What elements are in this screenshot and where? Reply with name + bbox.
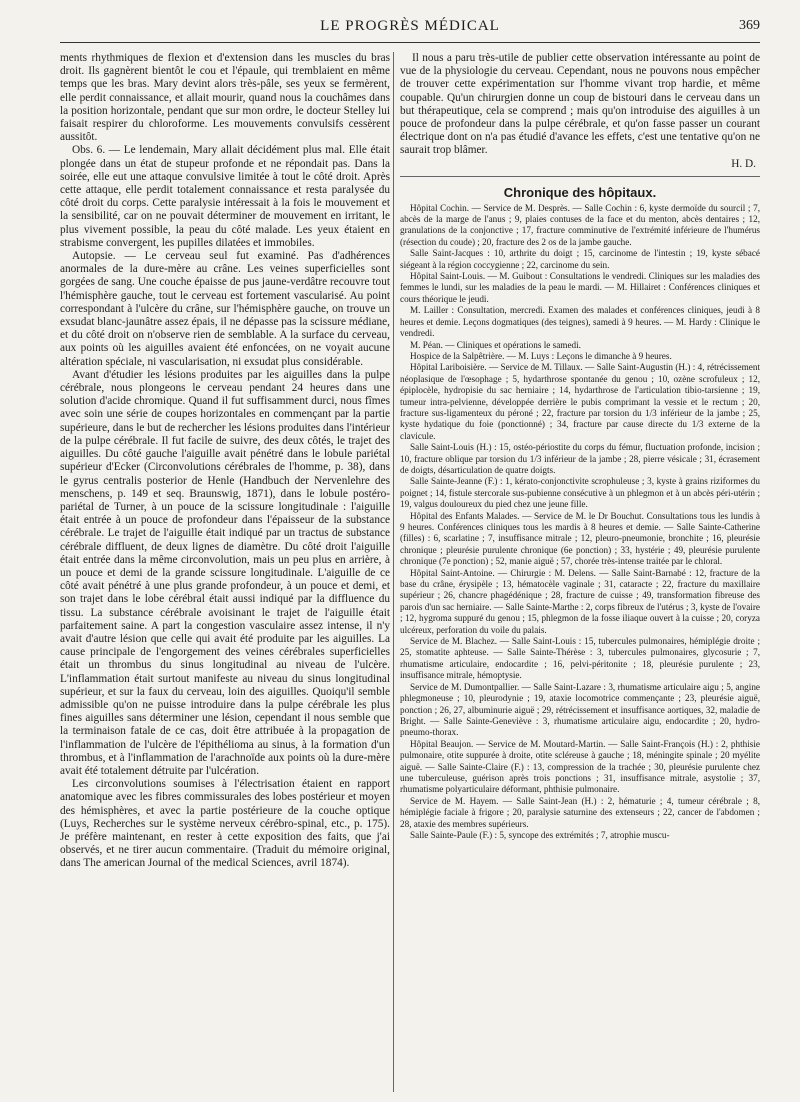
column-divider xyxy=(393,52,394,1092)
paragraph-lesions: Avant d'étudier les lésions produites par les aiguilles dans la pulpe cérébrale, nous plongeons le cerveau pendant 24 heures dans une solution d'acide chromique. Quand il fut suffisamment durci, nous fîmes avec soin une série de coupes horizontales en commençant par la partie supérieure, dans le but de rechercher les lésions produites dans l'intérieur de la pulpe cérébrale. Il fut facile de suivre, des deux côtés, le trajet des aiguilles. Du côté gauche l'aiguille avait pénétré dans le lobule pariétal supérieur d'Ecker (Circonvolutions cérébrales de l'homme, p. 38), dans le gyrus centralis posterior de Henle (Handbuch der Nervenlehre des menschens, p. 149 et seq. Braunswig, 1871), dans le lobule postéro-pariétal de Turner, à un pouce de la scissure longitudinale : l'aiguille était entrée à un pouce de profondeur dans l'épaisseur de la substance cérébrale. Le trajet de l'aiguille était indiqué par un tractus de substance cérébrale diffluent, de deux lignes de diamètre. Du côté droit l'aiguille était entrée dans la même circonvolution, mais un peu plus en arrière, à un pouce et demi de la grande scissure longitudinale. L'aiguille de ce côté avait pénétré à une plus grande profondeur, à un pouce et demi, et son trajet dans le lobe cérébral était aussi indiqué par la diffluence du tissu. La substance cérébrale avoisinant le trajet de l'aiguille était parfaitement saine. A part la congestion vasculaire assez intense, il n'y avait d'autre lésion que celle qui avait été produite par les aiguilles. La cause principale de l'engorgement des veines cérébrales superficielles était un thrombus du sinus longitudinal au niveau de l'ulcère. L'inflammation était surtout manifeste au niveau du sinus longitudinal supérieur, et sur la faux du cerveau, loin des aiguilles. Quoiqu'il semble admissible qu'on ne puisse introduire dans la pulpe cérébrale les plus fines aiguilles sans déterminer une lésion, cependant il nous semble que la terminaison fatale de ce cas, doit être attribuée à la propagation de l'inflammation de l'ulcère de l'épithélioma au sinus, à la formation d'un thrombus, et à l'inflammation de l'arachnoïde aux points où la dure-mère avait été totalement détruite par l'ulcération. xyxy=(60,368,390,777)
chronicle-entry: Salle Saint-Jacques : 10, arthrite du doigt ; 15, carcinome de l'intestin ; 19, kyste sébacé siégeant à la région coccygienne ; 22, carcinome du sein. xyxy=(400,248,760,270)
chronicle-entry: Salle Saint-Louis (H.) : 15, ostéo-périostite du corps du fémur, fluctuation profonde, incision ; 10, fracture oblique par torsion du 1/3 inférieur de la jambe ; 28, pierre vésicale ; 31, écrasement de doigts, désarticulation de quatre doigts. xyxy=(400,442,760,475)
chronicle-entry: Salle Sainte-Paule (F.) : 5, syncope des extrémités ; 7, atrophie muscu- xyxy=(410,829,670,840)
paragraph-autopsie: Autopsie. — Le cerveau seul fut examiné. Pas d'adhérences anormales de la dure-mère au crâne. Les veines superficielles sont gorgées de sang. Une couche épaisse de pus jaune-verdâtre recouvre tout l'hémisphère gauche, tout le cerveau est fortement vascularisé. Au point correspondant à l'ulcère du crâne, sur l'hémisphère gauche, on trouve un exsudat blanc-jaunâtre assez épais, il ne dépasse pas la scissure médiane, et du côté droit on n'observe rien de semblable. A la surface du cerveau, aux points où les aiguilles avaient été enfoncées, on ne voyait aucune altération spéciale, ni vascularisation, ni exsudat plus considérable. xyxy=(60,250,390,368)
paragraph-1: ments rhythmiques de flexion et d'extension dans les muscles du bras droit. Ils gagnèrent bientôt le cou et l'épaule, qui tremblaient en même temps que les bras. Mary devint alors très-pâle, ses yeux se fermèrent, elle perdit connaissance, et allait mourir, quand nous la couchâmes dans la position horizontale, pendant que sur mon ordre, le docteur Stelley lui faisait respirer du chloroforme. Les mouvements convulsifs cessèrent aussitôt. xyxy=(60,52,390,144)
chronicle-entry: Service de M. Blachez. — Salle Saint-Louis : 15, tubercules pulmonaires, hémiplégie droite ; 25, stomatite aphteuse. — Salle Sainte-Thérèse : 3, tubercules pulmonaires, glycosurie ; 7, rhumatisme articulaire, endocardite ; 16, pelvi-péritonite ; 18, pleurésie purulente ; 23, insuffisance mitrale, hémoptysie. xyxy=(400,636,760,681)
chronicle-entry: Service de M. Dumontpallier. — Salle Saint-Lazare : 3, rhumatisme articulaire aigu ; 5, angine phlegmoneuse ; 10, pleurodynie ; 19, ataxie locomotrice commençante ; 23, pleurésie aiguë, ponction ; 26, 27, albuminurie aiguë ; 29, rétrécissement et insuffisance aortiques, 32, maladie de Bright. — Salle Sainte-Geneviève : 3, rhumatisme articulaire aigu, endocardite ; 20, hydro-pneumo-thorax. xyxy=(400,681,760,738)
editorial-comment: Il nous a paru très-utile de publier cette observation intéressante au point de vue de la physiologie du cerveau. Cependant, nous ne pouvons nous empêcher de trouver cette expérimentation sur l'homme vivant trop hardie, et même coupable. Qu'un chirurgien donne un coup de bistouri dans le cerveau dans un but thérapeutique, cela se comprend ; mais qu'on introduise des aiguilles à un pouce de profondeur dans la pulpe cérébrale, et qu'on fasse passer un courant électrique dont on n'a pas étudié d'avance les effets, c'est une tentative qu'on ne saurait trop blâmer. xyxy=(400,52,760,157)
chronicle-entry: Hôpital Saint-Louis. — M. Guibout : Consultations le vendredi. Cliniques sur les maladies des femmes le lundi, sur les maladies de la peau le mardi. — M. Hillairet : Conférences cliniques et cours théorique le jeudi. xyxy=(400,271,760,304)
chronicle-entry: M. Péan. — Cliniques et opérations le samedi. xyxy=(410,339,581,350)
chronicle-entry: Hôpital Cochin. — Service de M. Desprès. — Salle Cochin : 6, kyste dermoïde du sourcil ; 7, abcès de la marge de l'anus ; 9, plaies contuses de la face et du menton, abcès dentaires ; 12, granulations de la conjonctive ; 17, fracture comminutive de l'extrémité inférieure de l'humérus (résection du coude) ; 20, fracture des 2 os de la jambe gauche. xyxy=(400,202,760,247)
chronicle-entry: Service de M. Hayem. — Salle Saint-Jean (H.) : 2, hématurie ; 4, tumeur cérébrale ; 8, hémiplégie faciale à frigore ; 20, paralysie saturnine des extenseurs ; 22, cancer de l'abdomen ; 28, ataxie des membres supérieurs. xyxy=(400,795,760,829)
chronicle-entry: Hôpital Beaujon. — Service de M. Moutard-Martin. — Salle Saint-François (H.) : 2, phthisie pulmonaire, otite suppurée à droite, otite scléreuse à gauche ; 18, méningite spinale ; 20 myélite aiguë. — Salle Sainte-Claire (F.) : 13, compression de la trachée ; 30, pleurésie purulente chez une tuberculeuse, guérison après trois ponctions ; 31, insuffisance mitrale, asystolie ; 37, rhumatisme polyarticulaire déformant, phthisie pulmonaire. xyxy=(400,738,760,795)
chronicle-entry: Hospice de la Salpêtrière. — M. Luys : Leçons le dimanche à 9 heures. xyxy=(410,350,672,361)
chronicle-title: Chronique des hôpitaux. xyxy=(400,176,760,200)
chronicle-entry: Salle Sainte-Jeanne (F.) : 1, kérato-conjonctivite scrophuleuse ; 3, kyste à grains riziformes du poignet ; 14, fistule stercorale sus-pubienne consécutive à un phlegmon et à un abcès péri-utérin ; 19, valgus douloureux du pied chez une jeune fille. xyxy=(400,476,760,510)
chronicle-entry: Hôpital des Enfants Malades. — Service de M. le Dr Bouchut. Consultations tous les lundis à 9 heures. Conférences cliniques tous les mardis à 8 heures et demie. — Salle Sainte-Catherine (filles) : 6, scarlatine ; 7, insuffisance mitrale ; 12, pleuro-pneumonie, bronchite ; 16, pleurésie chronique ; pleurésie purulente chronique (6e ponction) ; 33, hystérie ; 49, pleurésie purulente chronique (7e ponction) ; 52, manie aiguë ; 57, chorée très-intense traitée par le chloral. xyxy=(400,510,760,567)
paragraph-obs6: Obs. 6. — Le lendemain, Mary allait décidément plus mal. Elle était plongée dans un état de stupeur profonde et ne répondait pas. Dans la soirée, elle eut une attaque convulsive limitée à tout le côté droit. Après cette attaque, elle perdit totalement connaissance et resta paralysée du côté droit du corps. Cette paralysie intéressait à la fois le mouvement et la sensibilité, car on ne pouvait déterminer de mouvement en irritant, le plus vivement possible, la peau du côté malade. Les yeux étaient en strabisme convergent, les pupilles dilatées et immobiles. xyxy=(60,144,390,249)
signature: H. D. xyxy=(731,157,756,170)
right-column xyxy=(400,52,760,1092)
paragraph-circonvolutions: Les circonvolutions soumises à l'électrisation étaient en rapport anatomique avec les fibres commissurales des lobes postérieur et moyen des hémisphères, et avec la partie postérieure de la couche optique (Luys, Recherches sur le système nerveux cérébro-spinal, etc., p. 175). Je préfère maintenant, en rester à cette exposition des faits, que j'ai observés, et ne tirer aucun commentaire. (Traduit du mémoire original, dans The american Journal of the medical Sciences, avril 1874). xyxy=(60,778,390,870)
chronicle-entries xyxy=(400,203,760,842)
journal-title: LE PROGRÈS MÉDICAL xyxy=(320,18,500,34)
chronicle-entry: Hôpital Lariboisière. — Service de M. Tillaux. — Salle Saint-Augustin (H.) : 4, rétrécissement néoplasique de l'œsophage ; 5, hydarthrose spontanée du genou ; 10, ozène scrofuleux ; 12, épiplocèle, hydropisie du sac herniaire ; 14, hydarthrose de l'articulation tibio-tarsienne ; 19, tumeur intra-pelvienne, développée derrière le pubis comprimant la vessie et le rectum ; 20, fracture sus-ligamenteux du péroné ; 22, fracture par torsion du 1/3 inférieur de la jambe ; 25, kyste hydatique du foie (ponctionné) ; 34, fracture par cause directe du 1/3 externe de la clavicule. xyxy=(400,362,760,441)
left-column xyxy=(60,52,390,1092)
page-number: 369 xyxy=(739,18,760,33)
page-header xyxy=(60,14,760,43)
chronicle-entry: Hôpital Saint-Antoine. — Chirurgie : M. Delens. — Salle Saint-Barnabé : 12, fracture de la base du crâne, érysipèle ; 13, hématocèle vaginale ; 31, cataracte ; 22, fracture du maxillaire supérieur ; 26, chancre phagédénique ; 28, fracture de cuisse ; 49, transformation fibreuse des parois d'un sac herniaire. — Salle Sainte-Marthe : 2, corps fibreux de l'utérus ; 3, kyste de l'ovaire ; 12, hygroma suppuré du genou ; 15, phlegmon de la fosse iliaque ouvert à la cuisse ; 20, coryza ulcéreux, perforation du voile du palais. xyxy=(400,567,760,635)
chronicle-entry: M. Lailler : Consultation, mercredi. Examen des malades et conférences cliniques, jeudi à 8 heures et demie. Leçons dogmatiques (des teignes), samedi à 9 heures. — M. Hardy : Clinique le vendredi. xyxy=(400,305,760,339)
